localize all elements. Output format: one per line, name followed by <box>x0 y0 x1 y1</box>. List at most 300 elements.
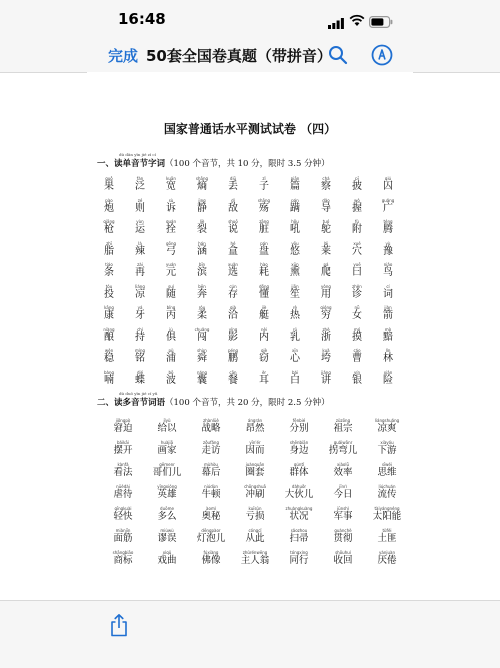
hanzi-text: 女 <box>352 310 362 321</box>
hanzi-text: 身边 <box>289 445 309 456</box>
pinyin-label: xiàyóu <box>380 440 394 445</box>
section1-item <box>125 327 155 344</box>
pinyin-label: hǒu <box>291 219 299 224</box>
hanzi-text: 主人翁 <box>240 555 270 566</box>
hanzi-text: 附 <box>352 224 362 235</box>
section2-item <box>189 462 233 479</box>
hanzi-text: 林 <box>383 353 393 364</box>
pinyin-label: qiè <box>260 348 268 353</box>
section2-item <box>365 440 409 457</box>
hanzi-text: 心 <box>290 353 300 364</box>
hanzi-text: 枪 <box>104 224 114 235</box>
pinyin-label: nèi <box>260 326 268 332</box>
hanzi-text: 导 <box>321 202 331 214</box>
section2-item <box>145 418 189 435</box>
section1-item <box>373 348 403 365</box>
pinyin-label: duōme <box>160 506 174 511</box>
hanzi-text: 察 <box>321 181 331 192</box>
section1-item <box>373 198 403 215</box>
section1-item <box>280 198 310 215</box>
hanzi-text: 条 <box>104 267 114 278</box>
hanzi-text: 摸 <box>352 331 362 343</box>
hanzi-text: 铭 <box>135 353 145 364</box>
pinyin-label: yá <box>137 305 143 310</box>
pinyin-label: gēmenr <box>159 462 175 467</box>
pinyin-label: miùwù <box>160 528 174 533</box>
section1-heading <box>97 152 330 169</box>
pinyin-label: shùn <box>197 348 207 353</box>
section2-item <box>189 506 233 523</box>
pinyin-label: hán <box>198 240 206 246</box>
document-page[interactable] <box>87 72 413 600</box>
pinyin-label: huàjiā <box>160 440 174 445</box>
pinyin-label: zhěn <box>352 283 362 289</box>
section1-item <box>218 241 248 258</box>
hanzi-text: 丙 <box>166 310 176 321</box>
section1-item <box>249 198 279 215</box>
hanzi-text: 白 <box>290 374 300 386</box>
section2-item <box>101 550 145 567</box>
hanzi-text: 熏 <box>290 267 300 278</box>
hanzi-text: 弓 <box>166 245 176 257</box>
hanzi-text: 多么 <box>157 511 177 522</box>
hanzi-text: 乳 <box>290 331 300 343</box>
status-time: 16:48 <box>118 10 166 28</box>
hanzi-text: 蝶 <box>135 374 145 386</box>
search-icon[interactable] <box>328 45 348 69</box>
hanzi-text: 热 <box>290 310 300 321</box>
pinyin-label: qióng <box>320 305 332 310</box>
section2-item <box>189 418 233 435</box>
hanzi-text: 元 <box>166 267 176 278</box>
pinyin-label: hé <box>230 240 236 246</box>
hanzi-text: 囚 <box>383 181 393 192</box>
hanzi-text: 稳 <box>104 353 114 364</box>
pinyin-label: yuē <box>353 262 361 267</box>
pinyin-label: náng <box>196 369 208 375</box>
pinyin-label: jiǒngpò <box>115 418 131 423</box>
section1-label: 一、读单音节字词 <box>97 159 166 169</box>
hanzi-text: 餐 <box>228 374 238 386</box>
section2-item <box>321 550 365 567</box>
pinyin-label: piān <box>290 176 300 181</box>
pinyin-label: xūn <box>291 262 299 267</box>
section1-item <box>311 305 341 322</box>
pinyin-label: là <box>138 240 142 246</box>
hanzi-text: 泛 <box>135 181 145 192</box>
pinyin-label: yù <box>385 240 391 246</box>
hanzi-text: 窘迫 <box>113 423 133 434</box>
section1-item <box>125 262 155 279</box>
section2-item <box>277 418 321 435</box>
section2-item <box>233 484 277 501</box>
pinyin-label: miànjīn <box>115 528 131 533</box>
pinyin-label: rè <box>292 305 298 310</box>
pinyin-label: pá <box>323 262 329 267</box>
hanzi-text: 莱 <box>321 245 331 257</box>
section1-item <box>311 348 341 365</box>
pinyin-label: ěr <box>261 369 267 375</box>
pinyin-label: fàn <box>136 176 144 181</box>
section1-item <box>125 176 155 193</box>
hanzi-text: 效率 <box>333 467 353 478</box>
section2-item <box>101 418 145 435</box>
hanzi-text: 厌倦 <box>377 555 397 566</box>
hanzi-text: 讲 <box>321 374 331 386</box>
pinyin-label: àomì <box>206 506 216 511</box>
hanzi-text: 曹 <box>352 353 362 364</box>
section2-item <box>233 550 277 567</box>
hanzi-text: 洽 <box>228 310 238 321</box>
navigation-bar <box>0 38 500 73</box>
section2-item <box>365 528 409 545</box>
pinyin-label: zhè <box>322 326 330 332</box>
hanzi-text: 曰 <box>352 267 362 278</box>
pinyin-label: bō <box>168 369 174 375</box>
section2-item <box>145 528 189 545</box>
pinyin-label: mó <box>353 326 361 332</box>
section2-item <box>365 484 409 501</box>
hanzi-text: 状况 <box>289 511 309 522</box>
section2-item <box>101 440 145 457</box>
section1-item <box>311 176 341 193</box>
hanzi-text: 爬 <box>321 267 331 278</box>
pinyin-label: mùhòu <box>204 462 218 467</box>
hanzi-text: 波 <box>166 374 176 386</box>
pinyin-label: chuǎng <box>194 326 210 332</box>
pinyin-label: mò <box>384 326 392 332</box>
pinyin-label: kuǎ <box>322 348 330 353</box>
section1-item <box>156 327 186 344</box>
hanzi-text: 窃 <box>259 353 269 364</box>
hanzi-text: 箭 <box>383 310 393 321</box>
section1-item <box>94 348 124 365</box>
pinyin-label: zài <box>137 262 143 267</box>
hanzi-text: 运 <box>135 224 145 235</box>
pinyin-label: fēnbié <box>292 418 306 423</box>
section1-item <box>125 198 155 215</box>
document-title: 50套全国卷真题（带拼音） <box>146 47 332 65</box>
hanzi-text: 因而 <box>245 445 265 456</box>
pinyin-label: guǒ <box>105 176 113 181</box>
hanzi-text: 用 <box>321 288 331 300</box>
hanzi-text: 牛顿 <box>201 489 221 500</box>
hanzi-text: 面筋 <box>113 533 133 544</box>
pinyin-label: shuō <box>228 219 238 224</box>
hanzi-text: 幕后 <box>201 467 221 478</box>
section1-item <box>156 176 186 193</box>
section2-item <box>277 528 321 545</box>
section1-item <box>94 305 124 322</box>
hanzi-text: 大伙儿 <box>284 489 314 500</box>
pinyin-label: cí <box>386 283 390 289</box>
hanzi-text: 凉爽 <box>377 423 397 434</box>
pinyin-label: fúxiàng <box>203 550 219 555</box>
pinyin-label: zǐ <box>262 176 266 181</box>
hanzi-text: 黯 <box>383 331 393 343</box>
section1-item <box>218 348 248 365</box>
pinyin-label: cóngcǐ <box>248 528 262 533</box>
hanzi-text: 则 <box>135 202 145 214</box>
hanzi-text: 拐弯儿 <box>328 445 358 456</box>
hanzi-text: 俱 <box>166 331 176 343</box>
hanzi-text: 舜 <box>197 353 207 364</box>
section2-item <box>321 462 365 479</box>
hanzi-text: 豫 <box>383 245 393 257</box>
hanzi-text: 喃 <box>104 374 114 386</box>
hanzi-text: 笙 <box>290 288 300 300</box>
pinyin-label: jiǎng <box>321 369 331 375</box>
section2-item <box>189 484 233 501</box>
section1-item <box>249 262 279 279</box>
hanzi-text: 丢 <box>228 181 238 192</box>
pinyin-label: chá <box>322 176 330 181</box>
hanzi-text: 牙 <box>135 310 145 321</box>
section1-note: （100 个音节，共 10 分，限时 3.5 分钟） <box>165 159 330 169</box>
section1-item <box>249 305 279 322</box>
section1-item <box>94 198 124 215</box>
section1-item <box>218 327 248 344</box>
section1-item <box>187 348 217 365</box>
section2-item <box>101 484 145 501</box>
pinyin-label: lín <box>385 348 391 353</box>
pinyin-label: bàng <box>103 369 115 375</box>
pinyin-label: téng <box>383 219 393 224</box>
pinyin-label: gōng <box>165 240 177 246</box>
hanzi-text: 穴 <box>352 245 362 257</box>
pinyin-label: xué <box>353 240 361 246</box>
pinyin-label: niàng <box>103 326 115 332</box>
hanzi-text: 果 <box>104 181 114 192</box>
section1-item <box>373 262 403 279</box>
pinyin-label: tóu <box>105 283 113 289</box>
hanzi-text: 篇 <box>290 181 300 192</box>
pinyin-label: yǐng <box>228 326 238 332</box>
section2-item <box>365 462 409 479</box>
section1-item <box>187 198 217 215</box>
hanzi-text: 土匪 <box>377 533 397 544</box>
markup-pen-icon[interactable] <box>371 44 393 70</box>
hanzi-text: 商标 <box>113 555 133 566</box>
hanzi-text: 战略 <box>201 423 221 434</box>
hanzi-text: 今日 <box>333 489 353 500</box>
section1-item <box>280 176 310 193</box>
hanzi-text: 腾 <box>383 224 393 235</box>
section1-item <box>156 305 186 322</box>
hanzi-text: 康 <box>104 310 114 321</box>
done-button[interactable]: 完成 <box>108 47 139 65</box>
pinyin-label: zǒufǎng <box>202 440 219 445</box>
section2-item <box>145 462 189 479</box>
section2-item <box>277 550 321 567</box>
pinyin-label: tuó <box>322 219 330 224</box>
section1-item <box>342 262 372 279</box>
section1-item <box>311 198 341 215</box>
pinyin-label: qià <box>229 305 237 310</box>
hanzi-text: 浦 <box>166 353 176 364</box>
hanzi-text: 银 <box>352 374 362 386</box>
section1-item <box>94 219 124 236</box>
hanzi-text: 看法 <box>113 467 133 478</box>
pinyin-label: zhǔrénwēng <box>242 550 268 555</box>
pinyin-label: fù <box>355 219 359 224</box>
pinyin-label: kuān <box>166 176 176 181</box>
section1-item <box>311 327 341 344</box>
section2-item <box>365 506 409 523</box>
pinyin-label: qúntǐ <box>293 462 305 467</box>
hanzi-text: 昂然 <box>245 423 265 434</box>
hanzi-text: 说 <box>228 224 238 235</box>
pinyin-label: pán <box>260 240 268 246</box>
section1-item <box>156 219 186 236</box>
section1-item <box>342 348 372 365</box>
pinyin-label: tóngxíng <box>290 550 308 555</box>
pinyin-label: liáng <box>135 283 145 289</box>
pinyin-label: liè <box>199 219 205 224</box>
pinyin-label: tàiyángnéng <box>374 506 400 511</box>
hanzi-text: 盘 <box>259 245 269 257</box>
hanzi-text: 鸵 <box>321 224 331 235</box>
section1-item <box>342 241 372 258</box>
hanzi-text: 存 <box>228 288 238 300</box>
section1-item <box>187 241 217 258</box>
section1-item <box>311 370 341 387</box>
pinyin-label: chí <box>137 326 143 332</box>
pinyin-label: bǐng <box>166 305 176 310</box>
pinyin-label: guǎiwānr <box>333 440 353 445</box>
pinyin-label: qiāng <box>103 219 115 224</box>
pinyin-label: tiáo <box>105 262 113 267</box>
section2-item <box>321 484 365 501</box>
section1-item <box>187 219 217 236</box>
section1-item <box>280 305 310 322</box>
section2-item <box>101 528 145 545</box>
pinyin-label: liángshuǎng <box>374 418 400 423</box>
hanzi-text: 辣 <box>135 245 145 257</box>
pinyin-label: tǔfěi <box>382 528 392 533</box>
pinyin-label: péng <box>227 348 239 353</box>
hanzi-text: 垮 <box>321 353 331 364</box>
hanzi-text: 诊 <box>352 288 362 300</box>
share-icon[interactable] <box>110 613 128 641</box>
hanzi-text: 酿 <box>104 331 114 343</box>
hanzi-text: 扫帚 <box>289 533 309 544</box>
hanzi-text: 祖宗 <box>333 423 353 434</box>
hanzi-text: 静 <box>197 202 207 214</box>
pinyin-label: wěn <box>104 348 114 353</box>
section1-item <box>218 176 248 193</box>
pinyin-label: róu <box>198 305 206 310</box>
pinyin-label: jiàn <box>384 305 392 310</box>
hanzi-text: 哥们儿 <box>152 467 182 478</box>
pinyin-label: kànfǎ <box>117 462 129 467</box>
section1-item <box>187 370 217 387</box>
section2-item <box>277 506 321 523</box>
section1-item <box>280 262 310 279</box>
hanzi-text: 再 <box>135 267 145 278</box>
hanzi-text: 耳 <box>259 374 269 386</box>
pinyin-label: zāng <box>259 219 269 224</box>
hanzi-text: 子 <box>259 181 269 192</box>
section1-item <box>156 370 186 387</box>
section1-item <box>249 284 279 301</box>
hanzi-text: 走访 <box>201 445 221 456</box>
pinyin-label: jīnrì <box>339 484 347 489</box>
hanzi-text: 浙 <box>321 331 331 343</box>
pinyin-label: zé <box>137 197 143 203</box>
pinyin-label: shāngbiāo <box>112 550 134 555</box>
pinyin-label: yànjuàn <box>379 550 395 555</box>
section1-item <box>125 348 155 365</box>
pinyin-label: sīwéi <box>381 462 393 467</box>
pinyin-label: yīngxióng <box>157 484 177 489</box>
hanzi-text: 敌 <box>228 202 238 214</box>
hanzi-text: 奔 <box>197 288 207 300</box>
pinyin-label: yīn'ér <box>249 440 261 445</box>
hanzi-text: 宽 <box>166 181 176 192</box>
pinyin-label: míng <box>134 348 146 353</box>
hanzi-text: 内 <box>259 331 269 343</box>
section2-item <box>145 550 189 567</box>
hanzi-text: 佛像 <box>201 555 221 566</box>
section1-item <box>156 348 186 365</box>
section2-item <box>321 418 365 435</box>
section2-note: （100 个音节，共 20 分，限时 2.5 分钟） <box>165 398 330 408</box>
section2-item <box>365 418 409 435</box>
section1-item <box>280 241 310 258</box>
pinyin-label: chōngshuā <box>244 484 266 489</box>
hanzi-text: 从此 <box>245 533 265 544</box>
pinyin-label: dēngpàor <box>201 528 221 533</box>
pinyin-label: ángrán <box>247 418 263 423</box>
section1-item <box>125 219 155 236</box>
hanzi-text: 摆开 <box>113 445 133 456</box>
pinyin-label: kāng <box>104 305 114 310</box>
section1-item <box>187 176 217 193</box>
hanzi-text: 凉 <box>135 288 145 300</box>
section1-item <box>342 305 372 322</box>
pinyin-label: pī <box>355 176 359 181</box>
wifi-icon <box>349 12 365 31</box>
pinyin-label: wò <box>354 197 360 203</box>
pinyin-label: jiān <box>291 283 299 289</box>
hanzi-text: 奥秘 <box>201 511 221 522</box>
section1-item <box>125 284 155 301</box>
section1-item <box>187 284 217 301</box>
pinyin-label: suí <box>168 283 174 289</box>
hanzi-text: 鹏 <box>228 353 238 364</box>
pinyin-label: dǒng <box>258 283 270 289</box>
pinyin-label: nǚ <box>354 305 360 310</box>
pinyin-label: dàhuǒr <box>291 484 307 489</box>
section2-item <box>101 506 145 523</box>
section2-item <box>277 462 321 479</box>
bottom-toolbar <box>0 600 500 668</box>
section1-item <box>342 176 372 193</box>
hanzi-text: 脂 <box>104 245 114 257</box>
hanzi-text: 虐待 <box>113 489 133 500</box>
hanzi-text: 画家 <box>157 445 177 456</box>
hanzi-text: 冲刷 <box>245 489 265 500</box>
section1-item <box>218 219 248 236</box>
pinyin-label: nüèdài <box>116 484 130 489</box>
section2-item <box>189 440 233 457</box>
pinyin-label: niǎo <box>383 262 393 267</box>
pinyin-label: yín <box>353 369 360 375</box>
hanzi-text: 群体 <box>289 467 309 478</box>
section2-item <box>145 484 189 501</box>
pinyin-label: lái <box>323 240 329 246</box>
